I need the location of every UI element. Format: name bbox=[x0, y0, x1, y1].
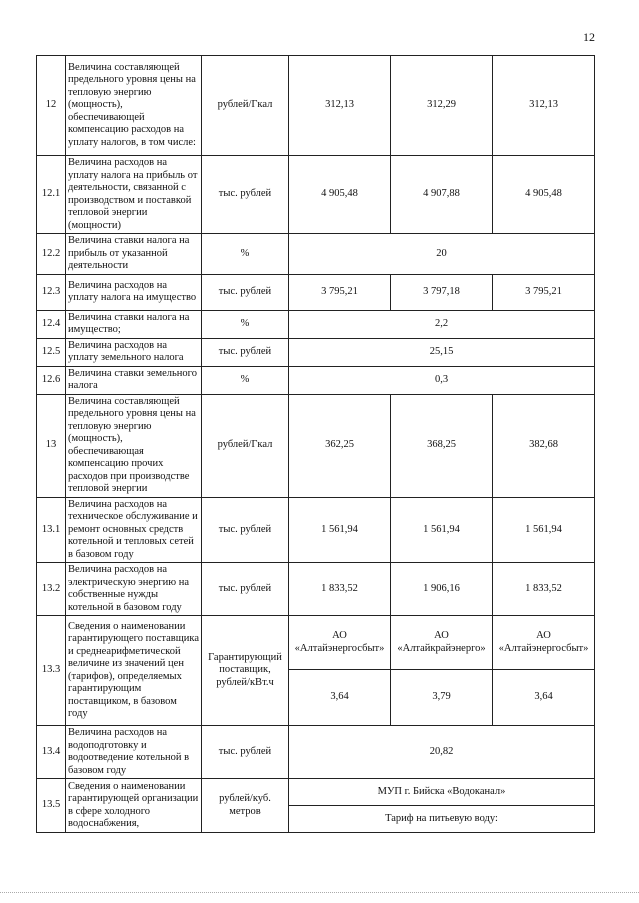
row-merged-value: 2,2 bbox=[289, 310, 595, 338]
row-unit: % bbox=[202, 310, 289, 338]
row-value: 1 561,94 bbox=[391, 497, 493, 563]
table-row bbox=[37, 394, 595, 497]
row-number: 13.3 bbox=[37, 616, 66, 726]
row-merged-value: 25,15 bbox=[289, 338, 595, 366]
table-row bbox=[37, 156, 595, 234]
supplier-name: АО «Алтайэнергосбыт» bbox=[493, 616, 595, 670]
row-value: 4 905,48 bbox=[289, 156, 391, 234]
row-unit: тыс. рублей bbox=[202, 274, 289, 310]
row-number: 12.5 bbox=[37, 338, 66, 366]
row-description: Величина составляющей предельного уровня цены на тепловую энергию (мощность), обеспечивающей компенсацию расходов на уплату налогов, в том числе: bbox=[66, 56, 202, 156]
supplier-price: 3,64 bbox=[289, 670, 391, 726]
table-row bbox=[37, 497, 595, 563]
table-row bbox=[37, 274, 595, 310]
row-description: Величина расходов на уплату земельного налога bbox=[66, 338, 202, 366]
row-description: Величина ставки налога на прибыль от указанной деятельности bbox=[66, 234, 202, 275]
water-tariff-label: Тариф на питьевую воду: bbox=[289, 806, 595, 833]
row-number: 13.5 bbox=[37, 779, 66, 833]
row-description: Сведения о наименовании гарантирующей организации в сфере холодного водоснабжения, bbox=[66, 779, 202, 833]
water-organization: МУП г. Бийска «Водоканал» bbox=[289, 779, 595, 806]
row-value: 1 906,16 bbox=[391, 563, 493, 616]
table-row bbox=[37, 310, 595, 338]
row-unit: рублей/Гкал bbox=[202, 394, 289, 497]
row-number: 12.3 bbox=[37, 274, 66, 310]
row-number: 13.2 bbox=[37, 563, 66, 616]
row-value: 1 833,52 bbox=[289, 563, 391, 616]
row-description: Величина ставки налога на имущество; bbox=[66, 310, 202, 338]
row-value: 3 797,18 bbox=[391, 274, 493, 310]
table-row bbox=[37, 234, 595, 275]
row-number: 13 bbox=[37, 394, 66, 497]
row-merged-value: 20,82 bbox=[289, 726, 595, 779]
table-row bbox=[37, 616, 595, 670]
row-merged-value: 20 bbox=[289, 234, 595, 275]
page-bottom-edge bbox=[0, 892, 639, 893]
page-number: 12 bbox=[583, 30, 595, 44]
supplier-price: 3,64 bbox=[493, 670, 595, 726]
row-number: 12.2 bbox=[37, 234, 66, 275]
row-number: 12 bbox=[37, 56, 66, 156]
row-description: Величина ставки земельного налога bbox=[66, 366, 202, 394]
row-unit: % bbox=[202, 366, 289, 394]
row-description: Величина расходов на техническое обслуживание и ремонт основных средств котельной и тепловых сетей в базовом году bbox=[66, 497, 202, 563]
row-description: Сведения о наименовании гарантирующего поставщика и среднеарифметической величине из значений цен (тарифов), определяемых гарантирующим поставщиком, в базовом году bbox=[66, 616, 202, 726]
row-description: Величина расходов на уплату налога на имущество bbox=[66, 274, 202, 310]
supplier-price: 3,79 bbox=[391, 670, 493, 726]
row-value: 368,25 bbox=[391, 394, 493, 497]
row-value: 312,13 bbox=[289, 56, 391, 156]
row-unit: тыс. рублей bbox=[202, 497, 289, 563]
row-number: 13.4 bbox=[37, 726, 66, 779]
row-value: 4 905,48 bbox=[493, 156, 595, 234]
table-row bbox=[37, 563, 595, 616]
row-unit: Гарантирующий поставщик, рублей/кВт.ч bbox=[202, 616, 289, 726]
row-unit: тыс. рублей bbox=[202, 726, 289, 779]
row-merged-value: 0,3 bbox=[289, 366, 595, 394]
row-number: 12.4 bbox=[37, 310, 66, 338]
row-unit: тыс. рублей bbox=[202, 156, 289, 234]
row-unit: рублей/куб. метров bbox=[202, 779, 289, 833]
tariff-table bbox=[36, 55, 595, 833]
row-number: 12.6 bbox=[37, 366, 66, 394]
row-unit: % bbox=[202, 234, 289, 275]
row-value: 1 561,94 bbox=[493, 497, 595, 563]
table-row bbox=[37, 56, 595, 156]
table-row bbox=[37, 779, 595, 806]
row-value: 4 907,88 bbox=[391, 156, 493, 234]
row-unit: тыс. рублей bbox=[202, 563, 289, 616]
row-description: Величина расходов на электрическую энергию на собственные нужды котельной в базовом году bbox=[66, 563, 202, 616]
row-value: 312,29 bbox=[391, 56, 493, 156]
supplier-name: АО «Алтайэнергосбыт» bbox=[289, 616, 391, 670]
table-row bbox=[37, 366, 595, 394]
table-row bbox=[37, 338, 595, 366]
supplier-name: АО «Алтайкрайэнерго» bbox=[391, 616, 493, 670]
table-row bbox=[37, 726, 595, 779]
row-value: 382,68 bbox=[493, 394, 595, 497]
row-description: Величина расходов на уплату налога на прибыль от деятельности, связанной с производством и поставкой тепловой энергии (мощности) bbox=[66, 156, 202, 234]
row-value: 3 795,21 bbox=[493, 274, 595, 310]
row-unit: рублей/Гкал bbox=[202, 56, 289, 156]
row-description: Величина расходов на водоподготовку и водоотведение котельной в базовом году bbox=[66, 726, 202, 779]
row-unit: тыс. рублей bbox=[202, 338, 289, 366]
row-value: 312,13 bbox=[493, 56, 595, 156]
row-value: 362,25 bbox=[289, 394, 391, 497]
row-value: 1 561,94 bbox=[289, 497, 391, 563]
row-value: 3 795,21 bbox=[289, 274, 391, 310]
row-number: 12.1 bbox=[37, 156, 66, 234]
row-description: Величина составляющей предельного уровня цены на тепловую энергию (мощность), обеспечивающая компенсацию прочих расходов при производстве тепловой энергии bbox=[66, 394, 202, 497]
row-value: 1 833,52 bbox=[493, 563, 595, 616]
row-number: 13.1 bbox=[37, 497, 66, 563]
